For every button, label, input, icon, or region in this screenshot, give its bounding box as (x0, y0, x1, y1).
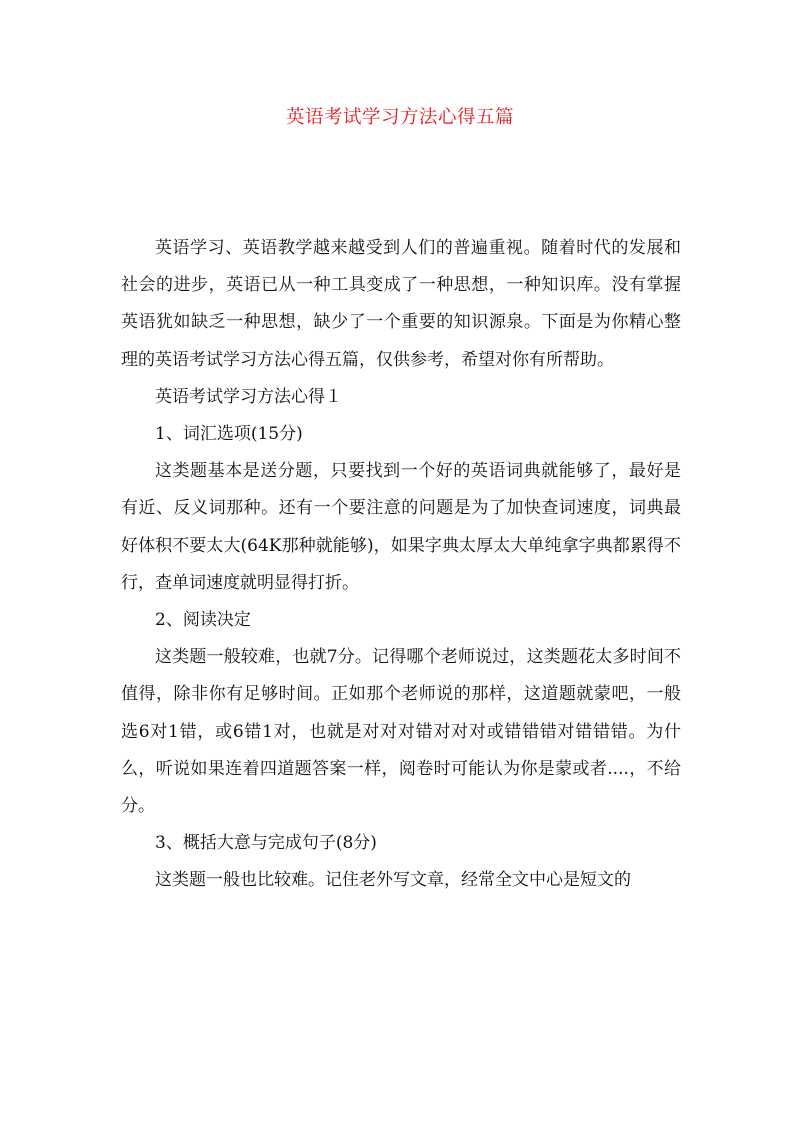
subsection-heading-reading: 2、阅读决定 (155, 610, 251, 631)
subsection-heading-vocabulary: 1、词汇选项(15分) (155, 424, 303, 445)
document-body (121, 230, 681, 900)
intro-paragraph: 英语学习、英语教学越来越受到人们的普遍重视。随着时代的发展和社会的进步，英语已从一种工具变成了一种思想，一种知识库。没有掌握英语犹如缺乏一种思想，缺少了一个重要的知识源泉。下面是为你精心整理的英语考试学习方法心得五篇，仅供参考，希望对你有所帮助。 (121, 238, 681, 370)
section-heading-1: 英语考试学习方法心得１ (155, 386, 342, 407)
paragraph-summary: 这类题一般也比较难。记住老外写文章，经常全文中心是短文的 (155, 870, 631, 891)
paragraph-vocabulary: 这类题基本是送分题，只要找到一个好的英语词典就能够了，最好是有近、反义词那种。还有一个要注意的问题是为了加快查词速度，词典最好体积不要太大(64K那种就能够)，如果字典太厚太大单纯拿字典都累得不行，查单词速度就明显得打折。 (121, 461, 681, 593)
subsection-heading-summary: 3、概括大意与完成句子(8分) (155, 833, 377, 854)
document-title: 英语考试学习方法心得五篇 (285, 107, 514, 128)
paragraph-reading: 这类题一般较难，也就7分。记得哪个老师说过，这类题花太多时间不值得，除非你有足够时间。正如那个老师说的那样，这道题就蒙吧，一般选6对1错，或6错1对，也就是对对对错对对对或错错错对错错错。为什么，听说如果连着四道题答案一样，阅卷时可能认为你是蒙或者....，不给分。 (121, 647, 681, 817)
